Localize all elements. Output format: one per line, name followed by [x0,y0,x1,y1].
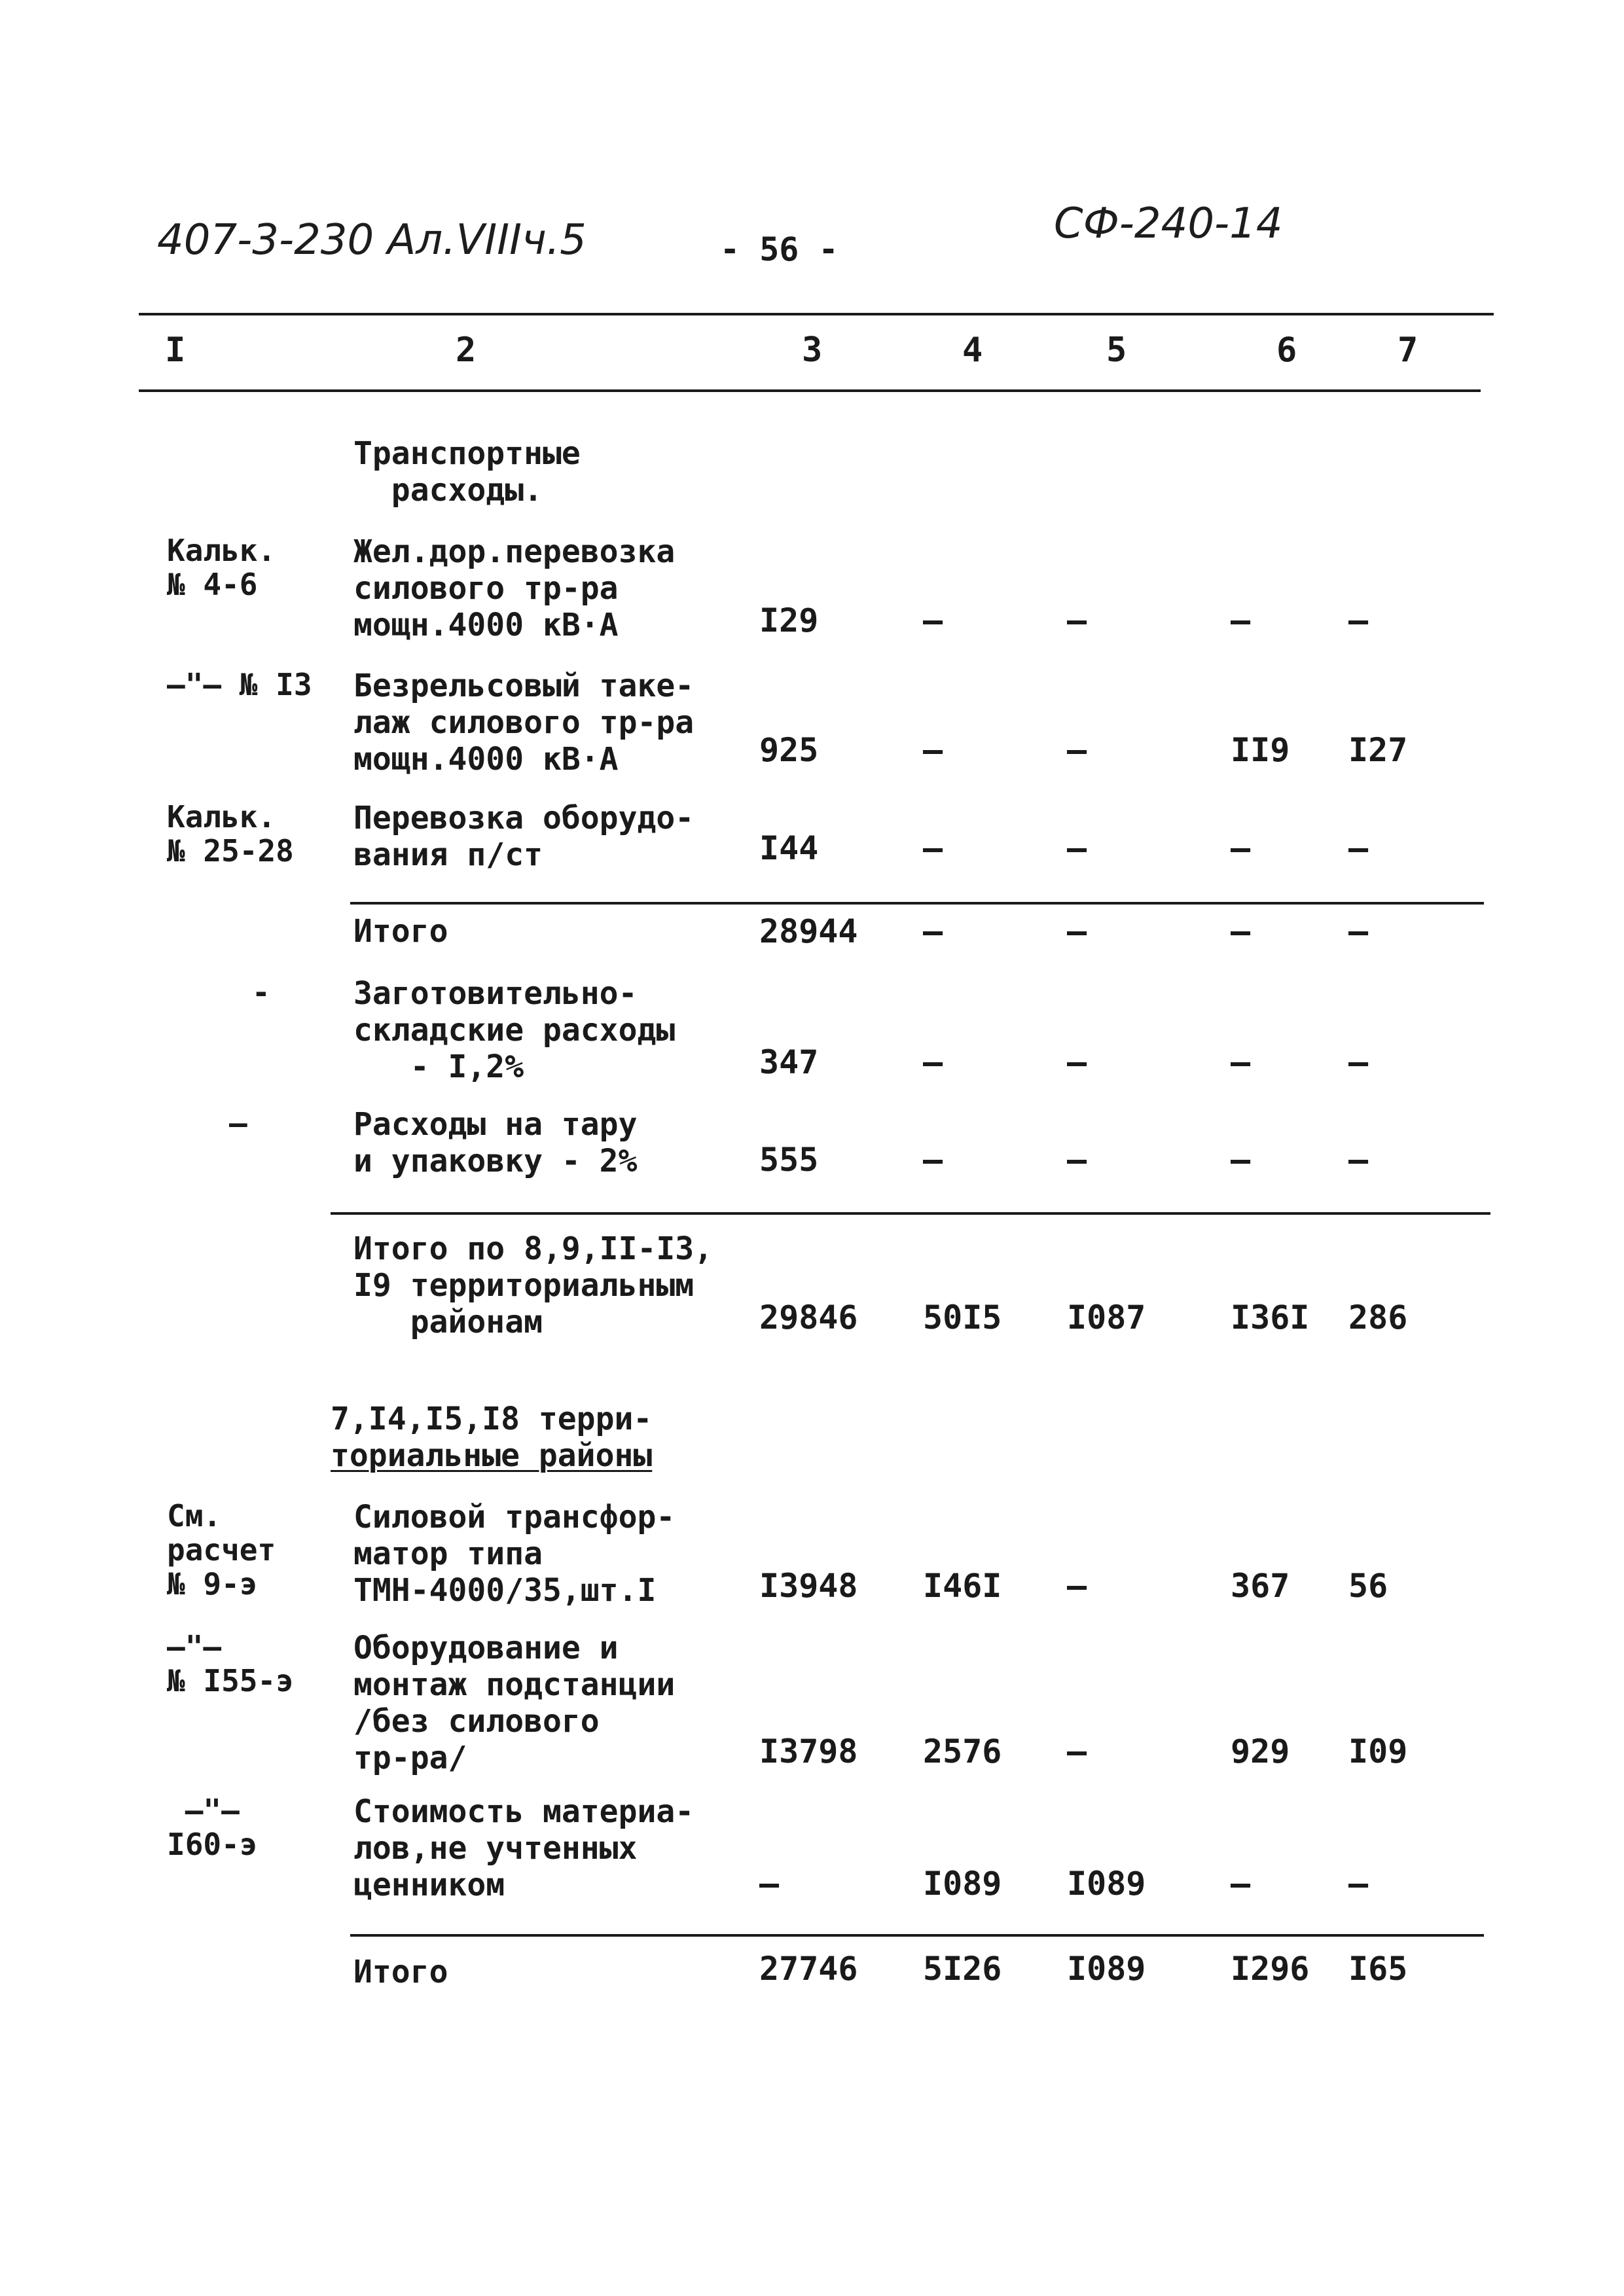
row6-col3: 555 [759,1141,819,1179]
row4-col3: 28944 [759,912,858,950]
row2-col5: – [1067,731,1087,769]
row8-col4: I46I [923,1567,1002,1605]
row10-col3: – [759,1865,780,1903]
column-header-2: 2 [456,331,477,370]
row8-col7: 56 [1348,1567,1388,1605]
row5-col3: 347 [759,1043,819,1081]
row6-col7: – [1348,1141,1369,1179]
row10-col7: – [1348,1865,1369,1903]
row1-col4: – [923,601,943,639]
row6-col4: – [923,1141,943,1179]
row11-col3: 27746 [759,1950,858,1988]
row2-description: Безрельсовый таке- лаж силового тр-ра мощн.4000 кВ·А [353,668,695,778]
row7-col4: 50I5 [923,1299,1002,1336]
row11-col4: 5I26 [923,1950,1002,1988]
row1-col3: I29 [759,601,819,639]
row2-col7: I27 [1348,731,1408,769]
row5-col5: – [1067,1043,1087,1081]
row1-description: Жел.дор.перевозка силового тр-ра мощн.4000 кВ·А [353,533,676,643]
row11-col6: I296 [1231,1950,1310,1988]
row4-col7: – [1348,912,1369,950]
row1-col6: – [1231,601,1251,639]
row8-col5: – [1067,1567,1087,1605]
row3-col5: – [1067,829,1087,867]
row8-description: Силовой трансфор- матор типа ТМН-4000/35,шт.I [353,1499,676,1609]
total-rule [350,1934,1484,1937]
row4-col6: – [1231,912,1251,950]
section-title-regions-line2: ториальные районы [331,1437,653,1474]
row4-description: Итого [353,913,448,950]
row10-col6: – [1231,1865,1251,1903]
row10-col5: I089 [1067,1865,1146,1903]
row4-col5: – [1067,912,1087,950]
row1-col5: – [1067,601,1087,639]
header-top-rule [139,313,1494,315]
row6-description: Расходы на тару и упаковку - 2% [353,1106,638,1179]
row8-col6: 367 [1231,1567,1290,1605]
row2-col6: II9 [1231,731,1290,769]
row4-col4: – [923,912,943,950]
row7-col6: I36I [1231,1299,1310,1336]
row8-col3: I3948 [759,1567,858,1605]
row3-col3: I44 [759,829,819,867]
column-header-6: 6 [1276,331,1297,370]
header-bottom-rule [139,389,1481,392]
row3-col6: – [1231,829,1251,867]
row10-reference: –"– I60-э [167,1793,258,1862]
page-number: - 56 - [720,230,839,268]
section-title-transport: Транспортные расходы. [353,435,581,509]
row9-description: Оборудование и монтаж подстанции /без силового тр-ра/ [353,1630,676,1776]
row6-reference: – [229,1105,247,1141]
row6-col5: – [1067,1141,1087,1179]
sheet-code: СФ-240-14 [1054,200,1283,248]
row2-reference: –"– № I3 [167,667,312,702]
row9-col5: – [1067,1732,1087,1770]
column-header-5: 5 [1106,331,1127,370]
row6-col6: – [1231,1141,1251,1179]
row1-col7: – [1348,601,1369,639]
row8-reference: См. расчет № 9-э [167,1498,276,1602]
row9-reference: –"– № I55-э [167,1629,294,1698]
row10-description: Стоимость материа- лов,не учтенных ценником [353,1793,695,1903]
row3-col7: – [1348,829,1369,867]
row7-col5: I087 [1067,1299,1146,1336]
row3-reference: Кальк. № 25-28 [167,799,294,869]
row9-col6: 929 [1231,1732,1290,1770]
row7-col3: 29846 [759,1299,858,1336]
row5-reference: - [252,975,270,1010]
row9-col4: 2576 [923,1732,1002,1770]
document-code: 407-3-230 Ал.VIIIч.5 [157,216,586,264]
row10-col4: I089 [923,1865,1002,1903]
subtotal-rule-2 [331,1212,1490,1215]
row2-col4: – [923,731,943,769]
column-header-7: 7 [1398,331,1418,370]
row11-col7: I65 [1348,1950,1408,1988]
row5-description: Заготовительно- складские расходы - I,2% [353,975,676,1085]
column-header-4: 4 [962,331,983,370]
row9-col7: I09 [1348,1732,1408,1770]
row2-col3: 925 [759,731,819,769]
row3-col4: – [923,829,943,867]
column-header-1: I [165,331,186,370]
row7-col7: 286 [1348,1299,1408,1336]
subtotal-rule-1 [350,902,1484,905]
section-title-regions-line1: 7,I4,I5,I8 терри- [331,1401,653,1437]
row5-col4: – [923,1043,943,1081]
row7-description: Итого по 8,9,II-I3, I9 территориальным районам [353,1230,713,1340]
row5-col7: – [1348,1043,1369,1081]
row11-col5: I089 [1067,1950,1146,1988]
row3-description: Перевозка оборудо- вания п/ст [353,800,695,873]
row11-description: Итого [353,1954,448,1990]
row1-reference: Кальк. № 4-6 [167,533,276,602]
column-header-3: 3 [802,331,823,370]
row9-col3: I3798 [759,1732,858,1770]
row5-col6: – [1231,1043,1251,1081]
